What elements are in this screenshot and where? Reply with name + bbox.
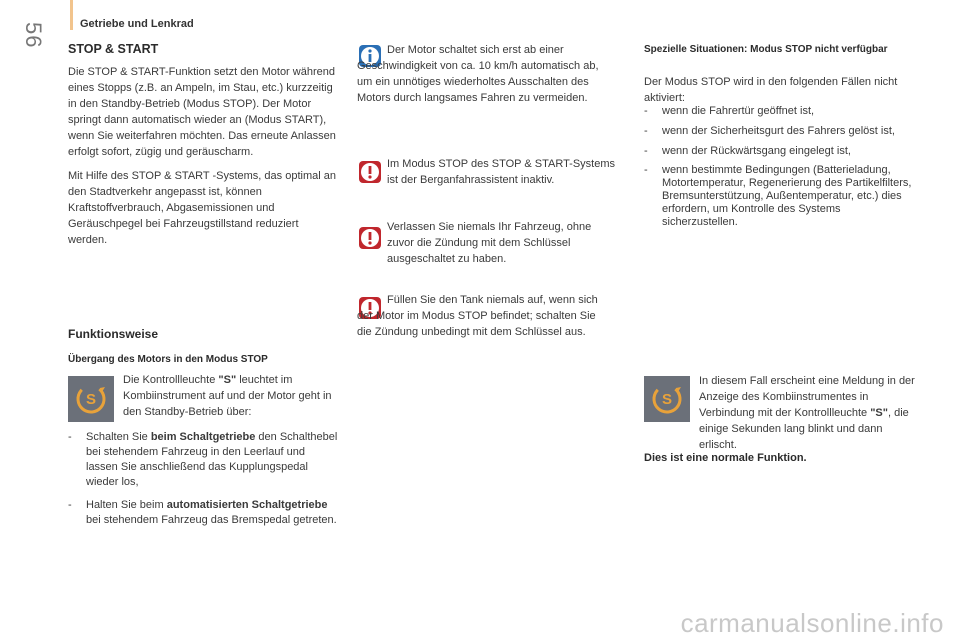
stop-indicator-icon [68,376,114,422]
svg-text:S: S [85,391,97,408]
list-item: - wenn der Rückwärtsgang eingelegt ist, [644,145,851,157]
special-situations-intro: Der Modus STOP wird in den folgenden Fällen nicht aktiviert: [644,76,898,104]
special-situations-heading: Spezielle Situationen: Modus STOP nicht verfügbar [644,44,888,55]
list-item: - Halten Sie beim automatisierten Schaltgetriebe bei stehendem Fahrzeug das Bremspedal getreten. [68,499,337,526]
stop-indicator-icon [644,376,690,422]
benefits-paragraph: Mit Hilfe des STOP & START -Systems, das optimal an den Stadtverkehr angepasst ist, können Kraftstoffverbrauch, Abgasemissionen und Geräuschpegel bei Fahrzeugstillstand reduziert werden. [68,170,336,246]
warning-note-refuel: Füllen Sie den Tank niemals auf, wenn sich der Motor im Modus STOP befindet; schalten Sie die Zündung unbedingt mit dem Schlüssel aus. [357,294,598,338]
watermark: carmanualsonline.info [680,608,944,638]
list-item: - Schalten Sie beim Schaltgetriebe den Schalthebel bei stehendem Fahrzeug in den Leerlauf und lassen Sie anschließend das Kupplungspedal wieder los, [68,431,338,488]
warning-icon [358,160,382,189]
info-note: Der Motor schaltet sich erst ab einer Geschwindigkeit von ca. 10 km/h automatisch ab, um ein unnötiges wiederholtes Ausschalten des Motors durch langsames Fahren zu vermeiden. [357,44,599,104]
not-available-list [644,104,919,229]
warning-icon [358,226,382,255]
indicator-paragraph: Die Kontrollleuchte "S" leuchtet im Kombiinstrument auf und der Motor geht in den Standby-Betrieb über: [123,374,332,418]
header-accent-bar [70,0,73,30]
stop-conditions-list [68,430,338,528]
page-title: STOP & START [68,42,159,56]
section-title: Getriebe und Lenkrad [80,18,194,30]
function-heading: Funktionsweise [68,327,159,341]
list-item: - wenn bestimmte Bedingungen (Batterieladung, Motortemperatur, Regenerierung des Partikelfilters, Bremsunterstützung, Außentemperatur, etc.) dies erfordern, um Kontrolle des Systems sicherzustellen. [644,164,912,228]
normal-function-note: Dies ist eine normale Funktion. [644,452,807,464]
warning-note-hill-assist: Im Modus STOP des STOP & START-Systems ist der Berganfahrassistent inaktiv. [387,158,616,186]
stop-transition-heading: Übergang des Motors in den Modus STOP [68,354,268,365]
list-item: - wenn der Sicherheitsgurt des Fahrers gelöst ist, [644,125,895,137]
page-number: 56 [21,22,46,49]
warning-note-leave-vehicle: Verlassen Sie niemals Ihr Fahrzeug, ohne zuvor die Zündung mit dem Schlüssel ausgeschaltet zu haben. [387,221,592,265]
intro-paragraph: Die STOP & START-Funktion setzt den Motor während eines Stopps (z.B. an Ampeln, im Stau, etc.) kurzzeitig in den Standby-Betrieb (Modus STOP). Der Motor springt dann automatisch wieder an (Modus START), wenn Sie weiterfahren möchten. Das erneute Anlassen erfolgt sofort, zügig und geräuscharm. [68,66,336,158]
list-item: - wenn die Fahrertür geöffnet ist, [644,105,815,117]
stop-message-paragraph: In diesem Fall erscheint eine Meldung in der Anzeige des Kombiinstrumentes in Verbindung mit der Kontrollleuchte "S", die einige Sekunden lang blinkt und dann erlischt. [699,375,915,451]
svg-text:S: S [661,391,673,408]
